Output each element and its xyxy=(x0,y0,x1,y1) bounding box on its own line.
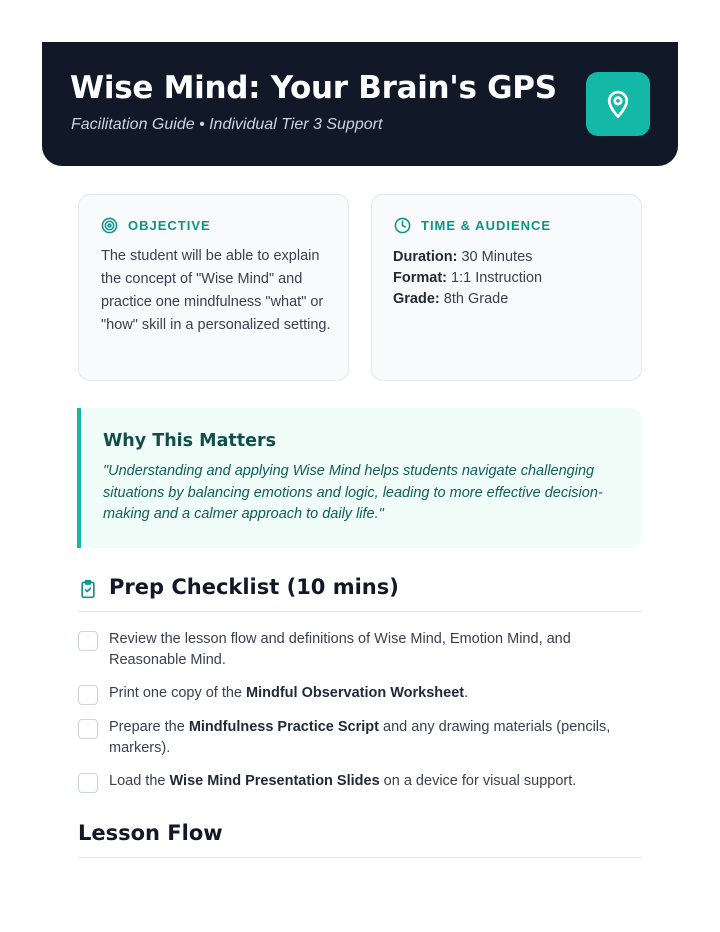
format-value: 1:1 Instruction xyxy=(451,270,543,286)
prep-checklist-section xyxy=(78,572,642,612)
time-audience-header xyxy=(394,217,551,234)
format-row xyxy=(393,268,542,289)
grade-label: Grade: xyxy=(393,291,440,307)
page-subtitle: Facilitation Guide • Individual Tier 3 Support xyxy=(71,116,383,133)
objective-label: OBJECTIVE xyxy=(128,218,211,233)
checkbox[interactable] xyxy=(78,719,98,739)
map-pin-badge xyxy=(586,72,650,136)
checkbox[interactable] xyxy=(78,685,98,705)
checklist-item-text: Prepare the Mindfulness Practice Script and any drawing materials (pencils, markers). xyxy=(109,719,611,756)
header-banner xyxy=(42,42,678,166)
why-title: Why This Matters xyxy=(103,431,277,451)
why-this-matters-callout xyxy=(77,408,642,548)
objective-header xyxy=(101,217,211,234)
grade-row xyxy=(393,289,542,310)
duration-label: Duration: xyxy=(393,249,458,265)
clock-icon xyxy=(394,217,411,234)
lesson-flow-section xyxy=(78,818,642,858)
prep-checklist-title: Prep Checklist (10 mins) xyxy=(109,575,399,599)
lesson-flow-title: Lesson Flow xyxy=(78,821,223,845)
map-pin-icon xyxy=(603,89,633,119)
objective-text: The student will be able to explain the concept of "Wise Mind" and practice one mindfulness "what" or "how" skill in a personalized setting. xyxy=(101,248,331,333)
checkbox[interactable] xyxy=(78,773,98,793)
clipboard-check-icon xyxy=(78,578,98,600)
page-title: Wise Mind: Your Brain's GPS xyxy=(70,70,557,106)
checklist-item-text: Print one copy of the Mindful Observation Worksheet. xyxy=(109,685,469,701)
objective-card xyxy=(78,194,349,381)
checkbox[interactable] xyxy=(78,631,98,651)
target-icon xyxy=(101,217,118,234)
grade-value: 8th Grade xyxy=(443,291,509,307)
checklist-item-text: Load the Wise Mind Presentation Slides on a device for visual support. xyxy=(109,773,577,789)
checklist-item-text: Review the lesson flow and definitions of Wise Mind, Emotion Mind, and Reasonable Mind. xyxy=(109,631,571,668)
time-audience-label: TIME & AUDIENCE xyxy=(421,218,552,233)
duration-value: 30 Minutes xyxy=(461,249,533,265)
time-audience-details xyxy=(393,247,542,310)
format-label: Format: xyxy=(393,270,447,286)
duration-row xyxy=(393,247,542,268)
why-quote: "Understanding and applying Wise Mind helps students navigate challenging situations by balancing emotions and logic, leading to more effective decision-making and a calmer approach to daily life." xyxy=(103,463,603,522)
time-audience-card xyxy=(371,194,642,381)
